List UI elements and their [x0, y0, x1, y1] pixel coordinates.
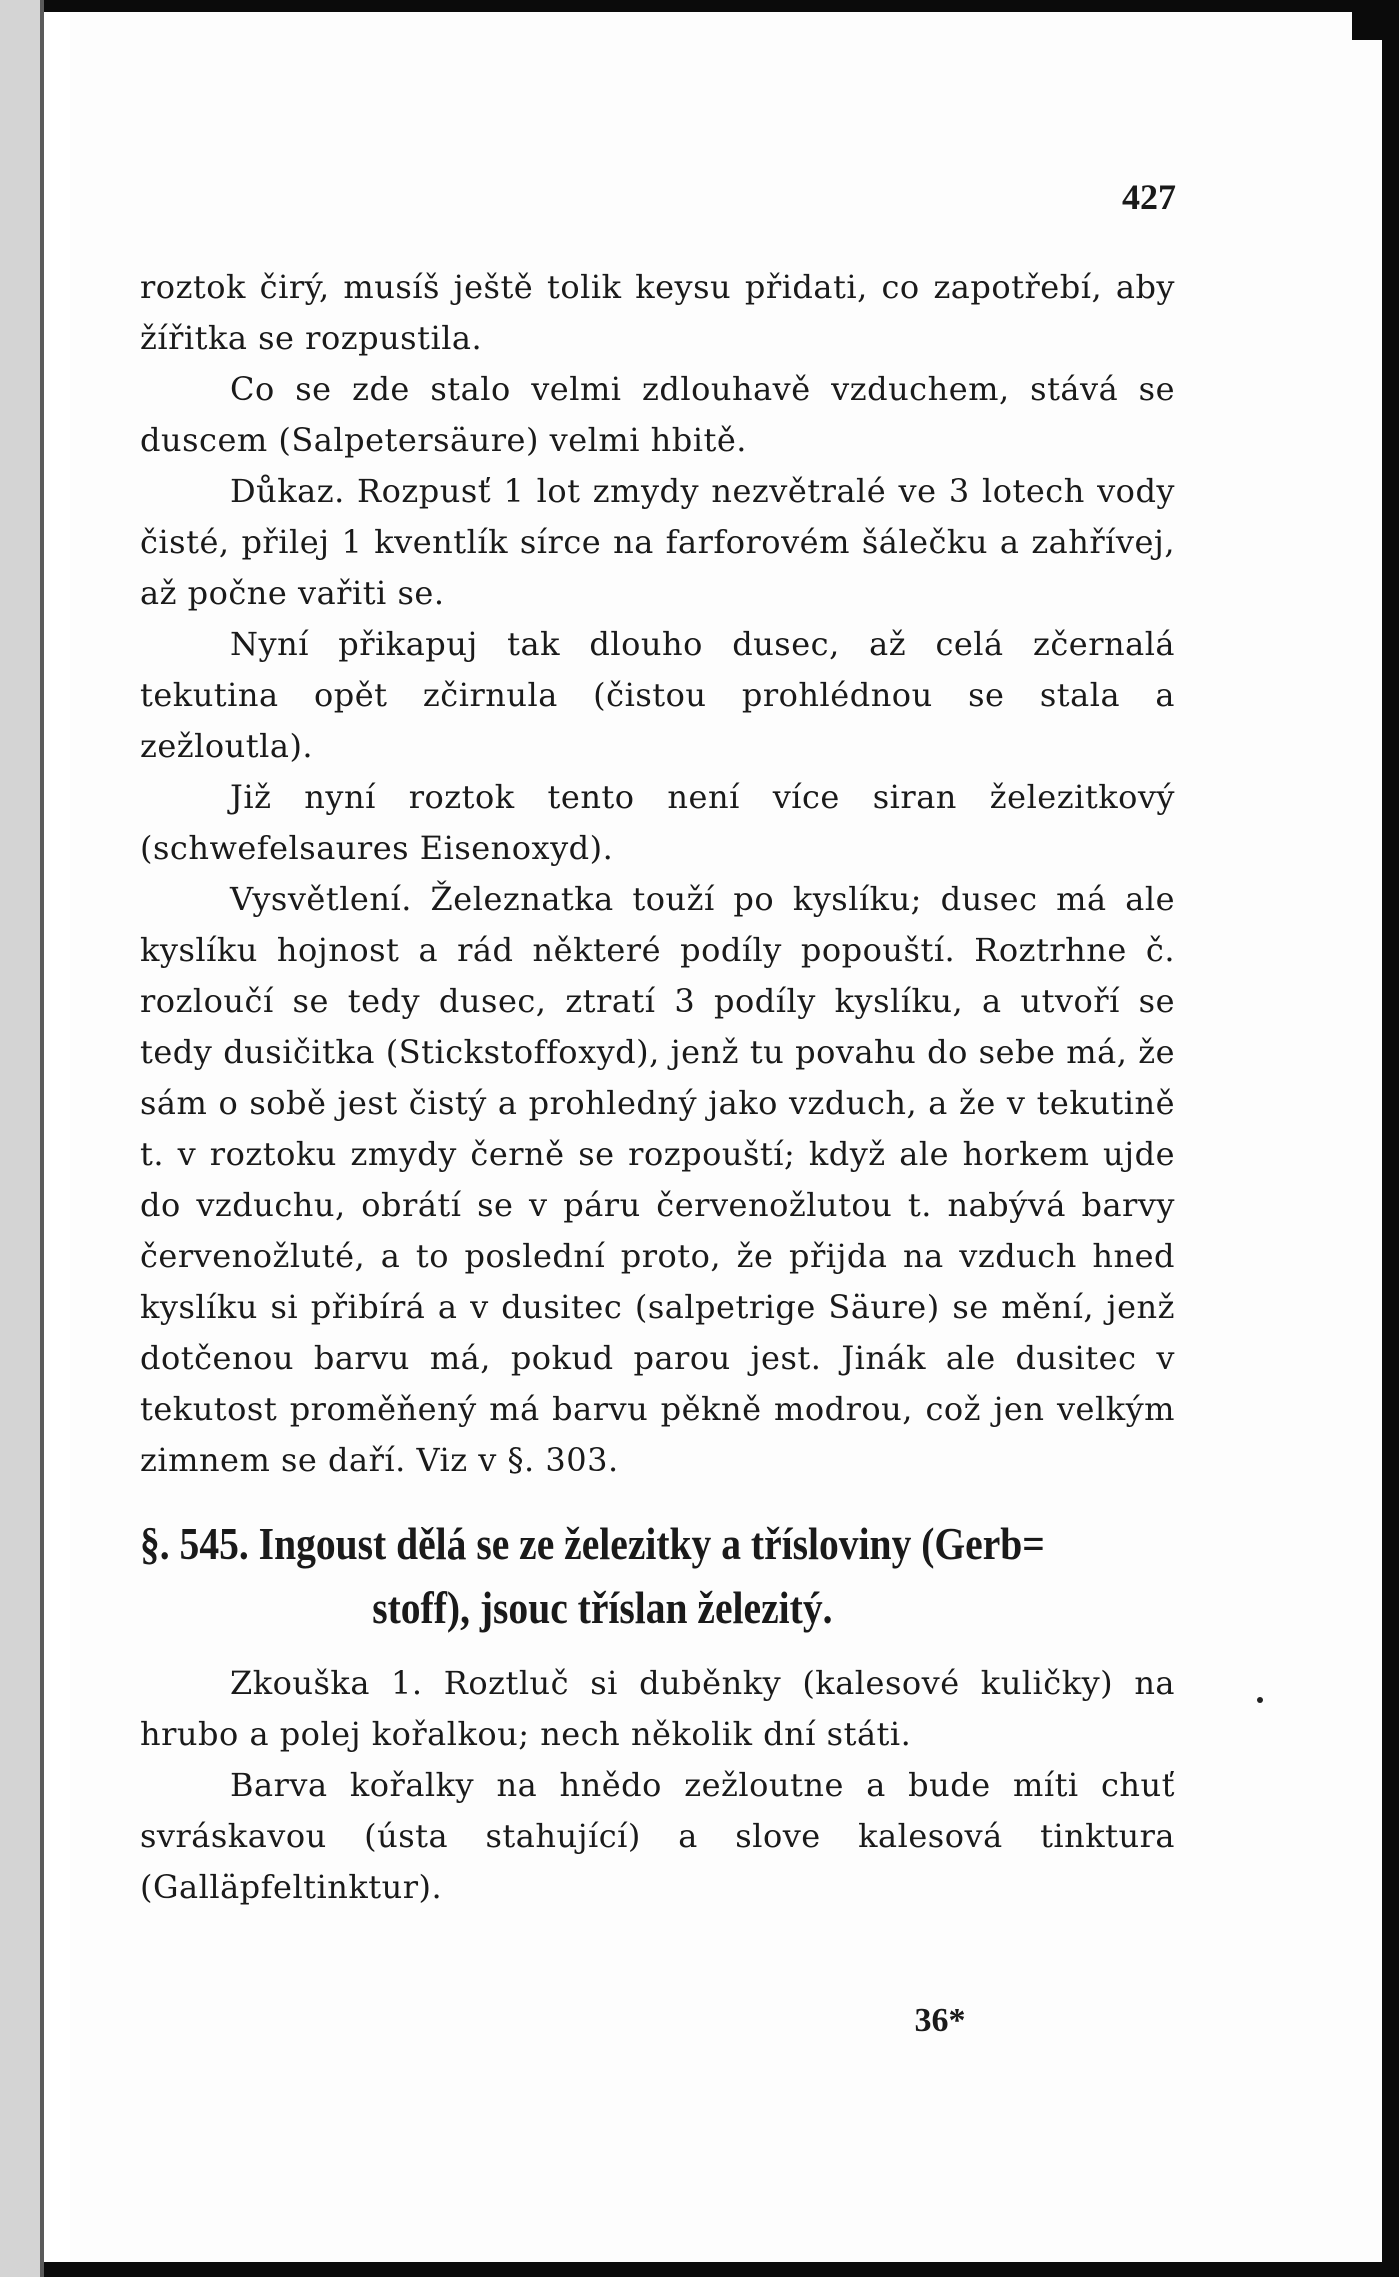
paragraph: roztok čirý, musíš ještě tolik keysu přidati, co zapotřebí, aby žířitka se rozpustila.: [140, 268, 1175, 357]
section-heading: [140, 1512, 1172, 1640]
page-body: [140, 262, 1175, 1913]
section-heading-line2: stoff), jsouc tříslan železitý.: [372, 1582, 833, 1633]
scan-border-bottom: [44, 2262, 1382, 2277]
scan-page-edge: [40, 0, 44, 2277]
paragraph: Již nyní roztok tento není více siran železitkový (schwefelsaures Eisenoxyd).: [140, 778, 1175, 867]
paragraph: Barva kořalky na hnědo zežloutne a bude míti chuť svráskavou (ústa stahující) a slove kalesová tinktura (Galläpfeltinktur).: [140, 1766, 1175, 1906]
scan-border-left: [0, 0, 40, 2277]
paragraph: Nyní přikapuj tak dlouho dusec, až celá zčernalá tekutina opět zčirnula (čistou prohlédnou se stala a zežloutla).: [140, 625, 1175, 765]
paragraph-test: Zkouška 1. Roztluč si duběnky (kalesové kuličky) na hrubo a polej kořalkou; nech několik dní státi.: [140, 1664, 1175, 1753]
speck-mark: [1257, 1697, 1263, 1703]
scan-border-top: [44, 0, 1382, 12]
paragraph-explanation: Vysvětlení. Železnatka touží po kyslíku; dusec má ale kyslíku hojnost a rád některé podíly popouští. Roztrhne č. rozloučí se tedy dusec, ztratí 3 podíly kyslíku, a utvoří se tedy dusičitka (Stickstoffoxyd), jenž tu povahu do sebe má, že sám o sobě jest čistý a prohledný jako vzduch, a že v tekutině t. v roztoku zmydy černě se rozpouští; když ale horkem ujde do vzduchu, obrátí se v páru červenožlutou t. nabývá barvy červenožluté, a to poslední proto, že přijda na vzduch hned kyslíku si přibírá a v dusitec (salpetrige Säure) se mění, jenž dotčenou barvu má, pokud parou jest. Jinák ale dusitec v tekutost proměňený má barvu pěkně modrou, což jen velkým zimnem se daří. Viz v §. 303.: [140, 880, 1175, 1479]
scan-corner: [1352, 10, 1382, 40]
paragraph-proof: Důkaz. Rozpusť 1 lot zmydy nezvětralé ve 3 lotech vody čisté, přilej 1 kventlík sírce na farforovém šálečku a zahřívej, až počne vařiti se.: [140, 472, 1175, 612]
paragraph: Co se zde stalo velmi zdlouhavě vzduchem, stává se duscem (Salpetersäure) velmi hbitě.: [140, 370, 1175, 459]
page-number: 427: [1122, 177, 1176, 217]
signature-mark: 36*: [914, 2002, 966, 2039]
scan-border-right: [1382, 0, 1399, 2277]
section-heading-line1: §. 545. Ingoust dělá se ze železitky a třísloviny (Gerb=: [140, 1518, 1045, 1569]
